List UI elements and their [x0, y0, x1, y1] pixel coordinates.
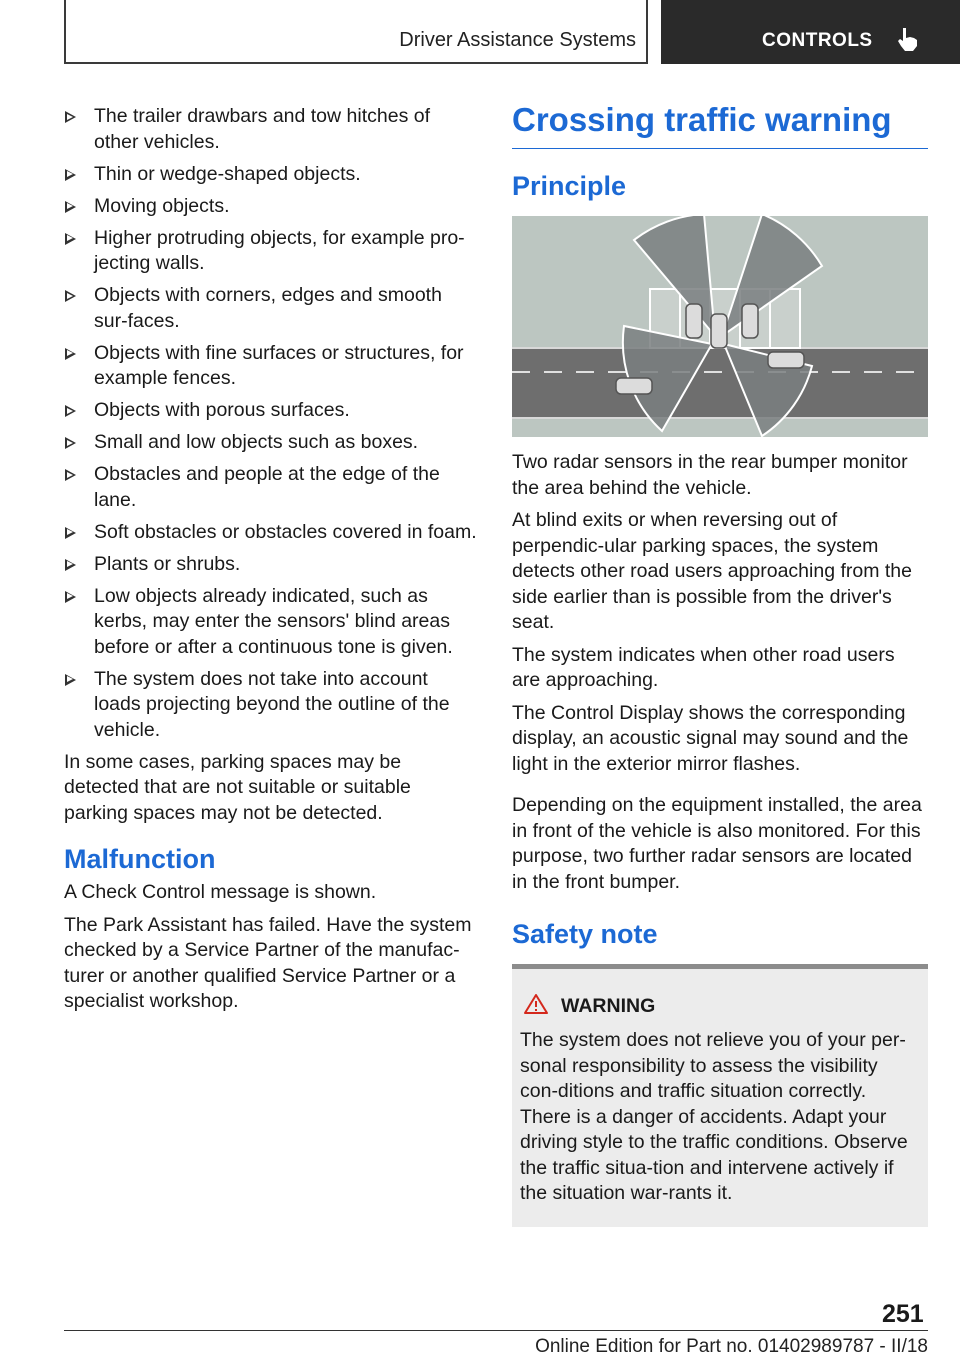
- triangle-bullet-icon: [65, 527, 76, 539]
- radar-coverage-illustration: [512, 216, 928, 437]
- list-item: Objects with porous surfaces.: [64, 398, 478, 424]
- warning-header: [520, 993, 920, 1020]
- list-item: Soft obstacles or obstacles covered in foam.: [64, 520, 478, 546]
- warning-text: The system does not relieve you of your per-sonal responsibility to assess the visibility con-ditions and traffic situation correctly. There is a danger of accidents. Adapt your driving style to the traffic conditions. Observe the traffic situa-tion and intervene actively if the situation war-rants it.: [520, 1029, 908, 1204]
- parked-car: [686, 304, 702, 338]
- triangle-bullet-icon: [65, 469, 76, 481]
- pointing-hand-icon: [897, 26, 919, 57]
- left-column: [64, 104, 478, 1022]
- limitations-list: [64, 104, 478, 743]
- principle-paragraph: Two radar sensors in the rear bumper monitor the area behind the vehicle.: [512, 451, 908, 499]
- list-item: The system does not take into account loads projecting beyond the outline of the vehicle.: [64, 667, 478, 744]
- list-item: Plants or shrubs.: [64, 552, 478, 578]
- triangle-bullet-icon: [65, 348, 76, 360]
- triangle-bullet-icon: [65, 169, 76, 181]
- radar-coverage-svg: [512, 216, 928, 437]
- triangle-bullet-icon: [65, 201, 76, 213]
- safety-note-heading: Safety note: [512, 919, 658, 949]
- section-title: Driver Assistance Systems: [399, 29, 636, 51]
- parked-car: [742, 304, 758, 338]
- triangle-bullet-icon: [65, 674, 76, 686]
- triangle-bullet-icon: [65, 290, 76, 302]
- crossing-car-left: [616, 378, 652, 394]
- crossing-car-right: [768, 352, 804, 368]
- warning-triangle-icon: [523, 993, 549, 1020]
- malfunction-paragraph-1: A Check Control message is shown.: [64, 881, 377, 903]
- triangle-bullet-icon: [65, 233, 76, 245]
- warning-box: [512, 964, 928, 1227]
- list-item: Thin or wedge-shaped objects.: [64, 162, 478, 188]
- parking-detection-paragraph: In some cases, parking spaces may be detected that are not suitable or suitable parking spaces may not be detected.: [64, 750, 411, 824]
- right-column: [512, 100, 928, 1227]
- edition-footer: Online Edition for Part no. 01402989787 - II/18: [535, 1336, 928, 1357]
- principle-heading: Principle: [512, 171, 627, 201]
- list-item: Moving objects.: [64, 194, 478, 220]
- triangle-bullet-icon: [65, 437, 76, 449]
- list-item: Low objects already indicated, such as kerbs, may enter the sensors' blind areas before or after a continuous tone is given.: [64, 584, 478, 661]
- page-number: 251: [882, 1300, 924, 1328]
- footer-divider: [64, 1330, 928, 1331]
- principle-paragraph: The Control Display shows the corresponding display, an acoustic signal may sound and the light in the exterior mirror flashes.: [512, 701, 909, 775]
- chapter-tab: [661, 0, 960, 64]
- list-item: The trailer drawbars and tow hitches of other vehicles.: [64, 104, 478, 155]
- own-vehicle: [711, 314, 727, 348]
- warning-title: WARNING: [561, 995, 656, 1017]
- list-item: Small and low objects such as boxes.: [64, 430, 478, 456]
- malfunction-paragraph-2: The Park Assistant has failed. Have the system checked by a Service Partner of the manufac-turer or another qualified Service Partner or a specialist workshop.: [64, 913, 472, 1012]
- triangle-bullet-icon: [65, 559, 76, 571]
- malfunction-heading: Malfunction: [64, 844, 216, 874]
- list-item: Objects with corners, edges and smooth sur-faces.: [64, 283, 478, 334]
- principle-paragraph: The system indicates when other road users are approaching.: [512, 643, 895, 691]
- triangle-bullet-icon: [65, 111, 76, 123]
- triangle-bullet-icon: [65, 405, 76, 417]
- list-item: Higher protruding objects, for example pro-jecting walls.: [64, 226, 478, 277]
- principle-paragraph: At blind exits or when reversing out of perpendic-ular parking spaces, the system detects other road users approaching from the side earlier than is possible from the driver's seat.: [512, 509, 912, 633]
- list-item: Obstacles and people at the edge of the lane.: [64, 462, 478, 513]
- section-heading: Crossing traffic warning: [512, 100, 928, 149]
- chapter-tab-label: CONTROLS: [762, 30, 873, 51]
- principle-paragraph: Depending on the equipment installed, the area in front of the vehicle is also monitored. For this purpose, two further radar sensors are located in the front bumper.: [512, 794, 922, 893]
- road: [512, 348, 928, 418]
- list-item: Objects with fine surfaces or structures, for example fences.: [64, 341, 478, 392]
- triangle-bullet-icon: [65, 591, 76, 603]
